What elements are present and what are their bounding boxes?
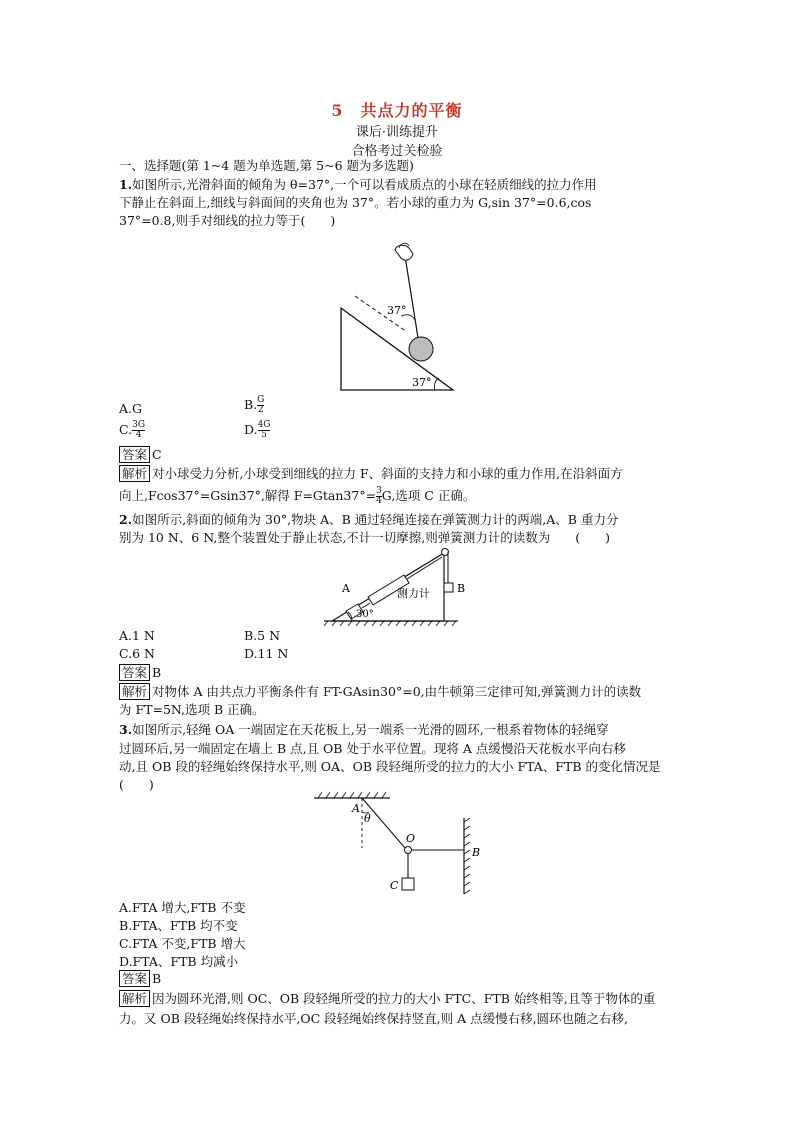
q2-label-b: B [457,582,466,595]
q1-option-c: C. $\frac{3G}{4}$ [119,420,146,440]
q3-option-d: D.FTA、FTB 均减小 [119,954,239,969]
q2-label-a: A [342,582,350,595]
q3-label-a: A [352,802,360,815]
q1-angle-base: 37° [412,376,432,389]
q3-line2: 过圆环后,另一端固定在墙上 B 点,且 OB 处于水平位置。现将 A 点缓慢沿天花板水平向右移 [119,741,626,756]
q1-number: 1. [119,177,133,192]
q1-line3: 37°=0.8,则手对细线的拉力等于( ) [119,213,336,228]
q3-label-theta: θ [364,812,371,825]
q3-label-b: B [472,846,481,859]
q2-option-d: D.11 N [244,646,289,661]
q3-line3: 动,且 OB 段的轻绳始终保持水平,则 OA、OB 段轻绳所受的拉力的大小 FTA、FTB 的变化情况是 [119,759,661,774]
q1-answer: 答案 C [119,446,679,464]
q1-line1: 1.如图所示,光滑斜面的倾角为 θ=37°,一个可以看成质点的小球在轻质细线的拉力作用 [119,177,597,192]
q2-line2: 别为 10 N、6 N,整个装置处于静止状态,不计一切摩擦,则弹簧测力计的读数为 ( ) [119,530,611,545]
q2-option-b: B.5 N [244,628,281,643]
q1-explain2: 向上,Fcos37°=Gsin37°,解得 F=Gtan37°= $\frac{3}{4}$ G,选项 C 正确。 [119,486,476,506]
q2-line1: 2.如图所示,斜面的倾角为 30°,物块 A、B 通过轻绳连接在弹簧测力计的两端,A、B 重力分 [119,512,619,527]
q3-line1: 3.如图所示,轻绳 OA 一端固定在天花板上,另一端系一光滑的圆环,一根系着物体的轻绳穿 [119,722,609,737]
q3-option-b: B.FTA、FTB 均不变 [119,918,238,933]
q2-option-a: A.1 N [119,628,155,643]
page-title: 5 共点力的平衡 [331,101,463,120]
q3-explain1: 解析 因为圆环光滑,则 OC、OB 段轻绳所受的拉力的大小 FTC、FTB 始终相等,且等于物体的重 [119,990,679,1008]
q1-option-d: D. $\frac{4G}{5}$ [244,420,271,440]
q1-angle-string: 37° [387,304,407,317]
q2-answer: 答案 B [119,664,679,682]
q2-angle: 30° [356,609,374,620]
q3-option-a: A.FTA 增大,FTB 不变 [119,900,246,915]
q1-incline-figure [335,244,460,394]
q2-meter-label: 测力计 [397,587,430,600]
q3-label-o: O [406,832,416,845]
q3-label-c: C [390,879,399,892]
q2-incline-figure [322,545,466,627]
q1-line2: 下静止在斜面上,细线与斜面间的夹角也为 37°。若小球的重力为 G,sin 37°=0.6,cos [119,195,592,210]
q3-rope-figure [312,790,492,900]
q3-option-c: C.FTA 不变,FTB 增大 [119,936,246,951]
q1-explain1: 解析 对小球受力分析,小球受到细线的拉力 F、斜面的支持力和小球的重力作用,在沿斜面方 [119,465,679,483]
q1-option-b: B. $\frac{G}{2}$ [244,395,265,415]
section-heading: 一、选择题(第 1~4 题为单选题,第 5~6 题为多选题) [119,158,414,173]
subtitle-qualifying: 合格考过关检验 [351,144,443,159]
q2-explain1: 解析 对物体 A 由共点力平衡条件有 FT-GAsin30°=0,由牛顿第三定律可知,弹簧测力计的读数 [119,683,679,701]
subtitle-after-class: 课后·训练提升 [355,125,439,140]
q3-line4: ( ) [119,777,154,792]
q1-option-a: A.G [119,401,142,416]
q3-answer: 答案 B [119,970,679,988]
q2-option-c: C.6 N [119,646,155,661]
q3-explain2: 力。又 OB 段轻绳始终保持水平,OC 段轻绳始终保持竖直,则 A 点缓慢右移,圆环也随之右移, [119,1011,629,1026]
q2-explain2: 为 FT=5N,选项 B 正确。 [119,702,265,717]
